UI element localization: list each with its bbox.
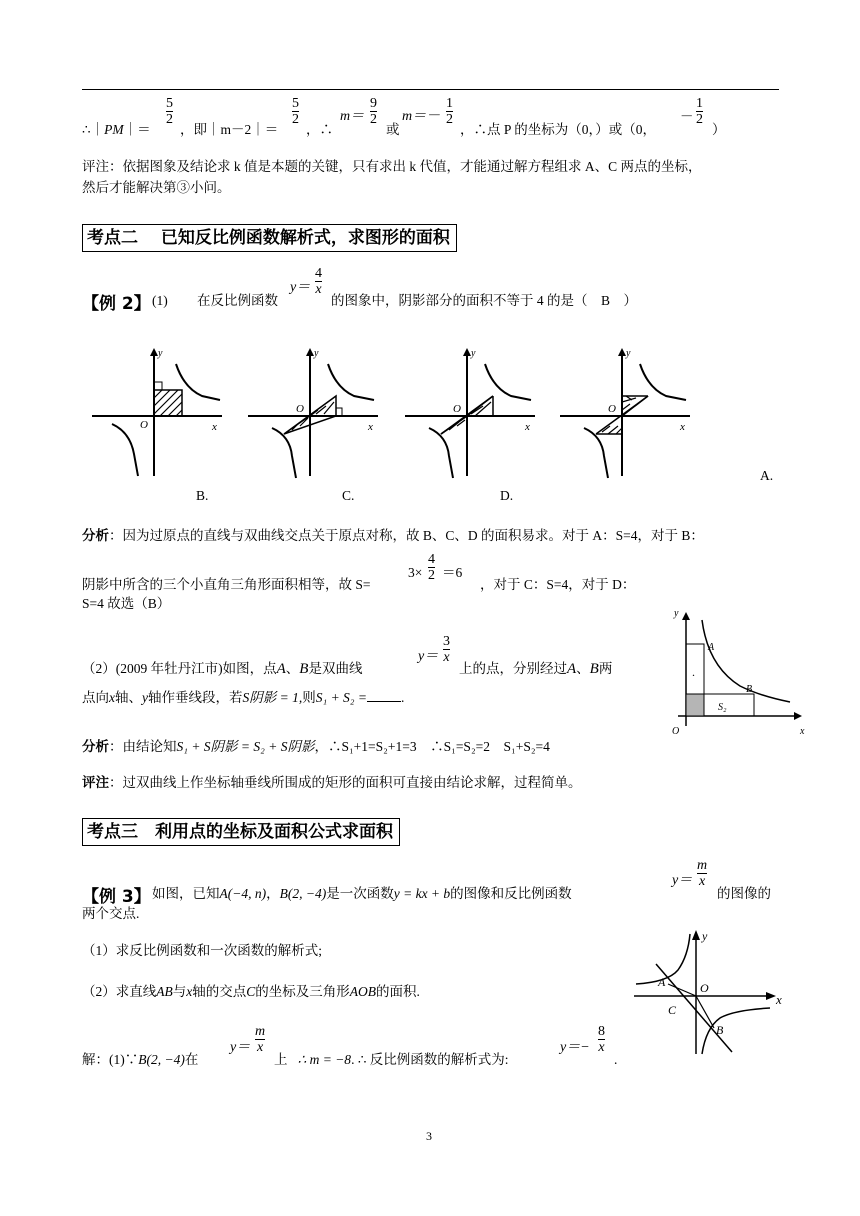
svg-text:x: x [680, 421, 685, 433]
svg-text:O: O [700, 981, 709, 995]
header-rule [82, 89, 779, 90]
svg-text:O: O [296, 403, 304, 415]
comment-line: 评注：过双曲线上作坐标轴垂线所围成的矩形的面积可直接由结论求解，过程简单。 [82, 775, 582, 790]
option-d-label: D. [500, 488, 514, 503]
section-heading: 考点三 利用点的坐标及面积公式求面积 [82, 818, 400, 846]
svg-text:A: A [708, 642, 715, 653]
fraction-four-halves: $\frac{4}{2}$ [428, 552, 435, 583]
option-a-label: A. [760, 468, 774, 483]
answer-blank [367, 689, 401, 702]
page-number: 3 [426, 1129, 432, 1143]
fraction-five-halves: $\frac{5}{2}$ [292, 96, 299, 127]
question-2: （2）求直线AB与x轴的交点C的坐标及三角形AOB的面积. [82, 984, 420, 999]
svg-text:x: x [525, 421, 530, 433]
svg-text:y: y [702, 929, 708, 943]
graph-option-d [560, 344, 700, 484]
svg-text:y: y [314, 348, 319, 359]
section-heading: 考点二 已知反比例函数解析式，求图形的面积 [82, 224, 457, 252]
svg-text:O: O [453, 403, 461, 415]
svg-text:x: x [368, 421, 373, 433]
analysis-line: 分析：由结论知S₁ + S阴影 = S₂ + S阴影，∴S₁+1=S₂+1=3 ∴S₁=S₂=2 S₁+S₂=4 [82, 739, 550, 754]
comment-line: 评注：依据图象及结论求 k 值是本题的关键，只有求出 k 代值，才能通过解方程组求 A、C 两点的坐标， [82, 159, 702, 174]
solution-line: ∴｜PM｜＝ [82, 122, 151, 137]
fraction-one-half: $\frac{1}{2}$ [696, 96, 703, 127]
svg-text:C: C [668, 1003, 677, 1017]
fraction-m-over-x: $\frac{m}{x}$ [697, 858, 708, 889]
svg-text:y: y [674, 608, 679, 619]
svg-text:O: O [608, 403, 616, 415]
svg-text:A: A [658, 975, 666, 989]
graph-option-a [92, 344, 232, 484]
question-1: （1）求反比例函数和一次函数的解析式; [82, 943, 323, 958]
svg-text:x: x [776, 992, 782, 1007]
figure-example-3 [630, 926, 790, 1058]
comment-line: 然后才能解决第③小问。 [82, 180, 231, 195]
solution-start: 解：(1)∵B(2, −4)在 [82, 1052, 199, 1067]
option-b-label: B. [196, 488, 209, 503]
fraction-eight-over-x: $\frac{8}{x}$ [598, 1024, 605, 1055]
svg-text:x: x [800, 726, 805, 737]
option-c-label: C. [342, 488, 355, 503]
analysis-line: 分析：因为过原点的直线与双曲线交点关于原点对称，故 B、C、D 的面积易求。对于 A：S=4，对于 B： [82, 528, 704, 543]
svg-text:y: y [471, 348, 476, 359]
svg-text:y: y [626, 348, 631, 359]
svg-text:B: B [716, 1023, 724, 1037]
svg-text:x: x [212, 421, 217, 433]
fraction-m-over-x: $\frac{m}{x}$ [255, 1024, 266, 1055]
svg-text:S₂: S₂ [718, 702, 727, 713]
part-2-line: （2）(2009 年牡丹江市)如图，点A、B是双曲线 [82, 661, 363, 677]
svg-text:O: O [140, 419, 148, 431]
graph-option-c [405, 344, 545, 484]
fraction-one-half: $\frac{1}{2}$ [446, 96, 453, 127]
fraction-nine-halves: $\frac{9}{2}$ [370, 96, 377, 127]
example-label: 【例 2】 [82, 294, 151, 314]
fraction-four-over-x: $\frac{4}{x}$ [315, 266, 322, 297]
figure-part-2 [660, 606, 810, 740]
svg-text:y: y [158, 348, 163, 359]
example-label: 【例 3】 [82, 887, 151, 907]
svg-text:B: B [746, 684, 753, 695]
fraction-five-halves: $\frac{5}{2}$ [166, 96, 173, 127]
graph-option-b [248, 344, 388, 484]
svg-text:.: . [692, 665, 695, 679]
svg-text:O: O [672, 726, 680, 737]
fraction-three-over-x: $\frac{3}{x}$ [443, 634, 450, 665]
